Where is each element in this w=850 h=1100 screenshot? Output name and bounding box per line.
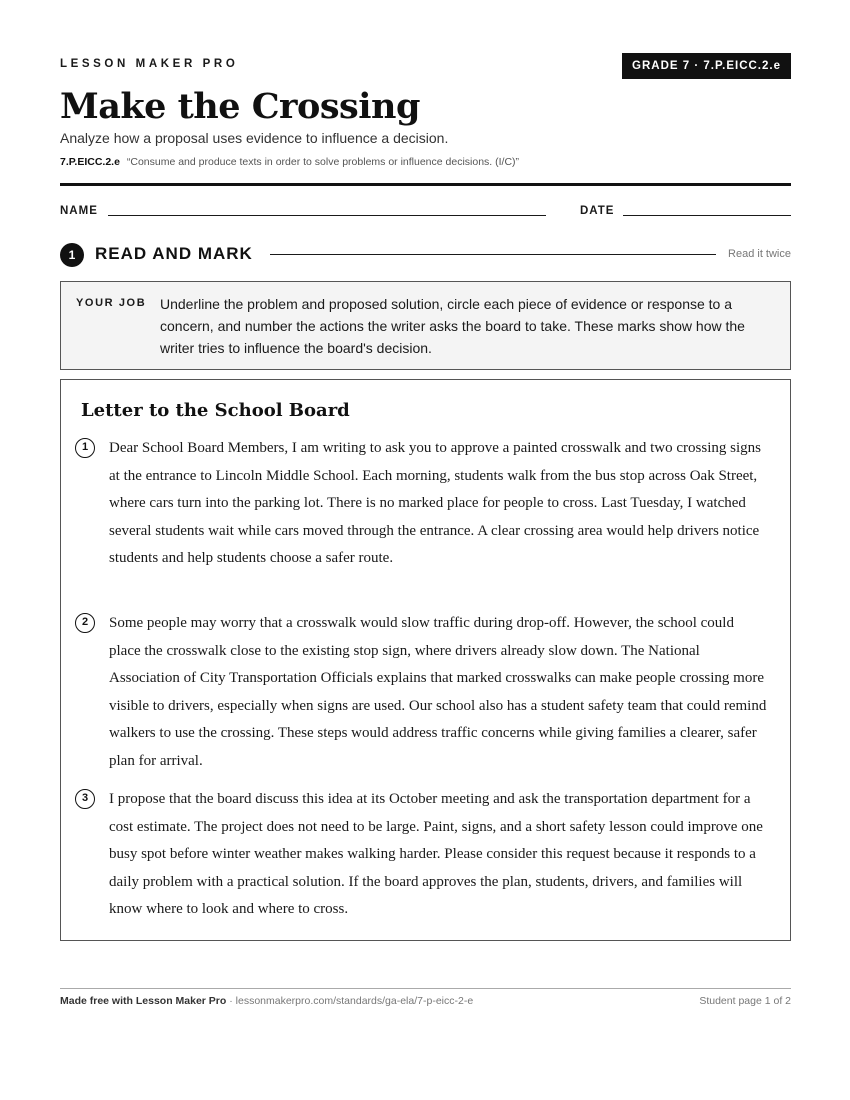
footer-url[interactable]: · lessonmakerpro.com/standards/ga-ela/7-p-eicc-2-e: [226, 995, 474, 1007]
footer-divider: [60, 988, 791, 989]
brand-name: LESSON MAKER PRO: [60, 58, 239, 70]
footer-page-number: Student page 1 of 2: [699, 995, 791, 1007]
letter-title: Letter to the School Board: [81, 400, 350, 421]
paragraph-number-badge: 3: [75, 789, 95, 809]
page-subtitle: Analyze how a proposal uses evidence to influence a decision.: [60, 130, 449, 146]
section-title: READ AND MARK: [95, 244, 253, 263]
footer-made-with: Made free with Lesson Maker Pro: [60, 995, 227, 1007]
grade-badge: GRADE 7 · 7.P.EICC.2.e: [622, 53, 791, 79]
paragraph-number-badge: 1: [75, 438, 95, 458]
name-label: NAME: [60, 205, 98, 217]
paragraph-text: Some people may worry that a crosswalk would slow traffic during drop-off. However, the school could place the crosswalk close to the existing stop sign, where drivers already slow down. The National Association of City Transportation Officials explains that marked crosswalks can make people crossing more visible to drivers, especially when signs are used. Our school also has a student safety team that could remind walkers to use the crossing. These steps would address traffic concerns while giving families a clearer, safer plan for arrival.: [109, 615, 767, 769]
standard-code: 7.P.EICC.2.e: [60, 156, 120, 168]
job-label: YOUR JOB: [76, 297, 147, 309]
job-text: Underline the problem and proposed solution, circle each piece of evidence or response to a concern, and number the actions the writer asks the board to take. These marks show how the writer tries to influence the board's decision.: [160, 296, 745, 356]
section-note: Read it twice: [728, 248, 791, 260]
paragraph-text: Dear School Board Members, I am writing to ask you to approve a painted crosswalk and two crossing signs at the entrance to Lincoln Middle School. Each morning, students walk from the bus stop across Oak Street, where cars turn into the parking lot. There is no marked place for people to cross. Last Tuesday, I watched several students wait while cars moved through the entrance. A clear crossing area would help drivers notice students and help students choose a safer route.: [109, 440, 761, 566]
page-title: Make the Crossing: [60, 86, 420, 127]
letter-passage: [60, 379, 791, 941]
paragraph-number-badge: 2: [75, 613, 95, 633]
standard-line: [60, 156, 519, 168]
footer-credit: [60, 995, 473, 1007]
standard-text: “Consume and produce texts in order to solve problems or influence decisions. (I/C)”: [126, 156, 520, 168]
name-field-line[interactable]: [108, 215, 546, 216]
job-instructions-box: [60, 281, 791, 370]
header-divider: [60, 183, 791, 186]
paragraph-text: I propose that the board discuss this idea at its October meeting and ask the transportation department for a cost estimate. The project does not need to be large. Paint, signs, and a short safety lesson could improve one busy spot before winter weather makes walking harder. Please consider this request because it responds to a daily problem with a practical solution. If the board approves the plan, students, drivers, and families will know where to look and where to cross.: [109, 791, 763, 917]
date-label: DATE: [580, 205, 615, 217]
section-number-badge: 1: [60, 243, 84, 267]
date-field-line[interactable]: [623, 215, 791, 216]
worksheet-page: [60, 0, 791, 1100]
section-divider: [270, 254, 716, 255]
